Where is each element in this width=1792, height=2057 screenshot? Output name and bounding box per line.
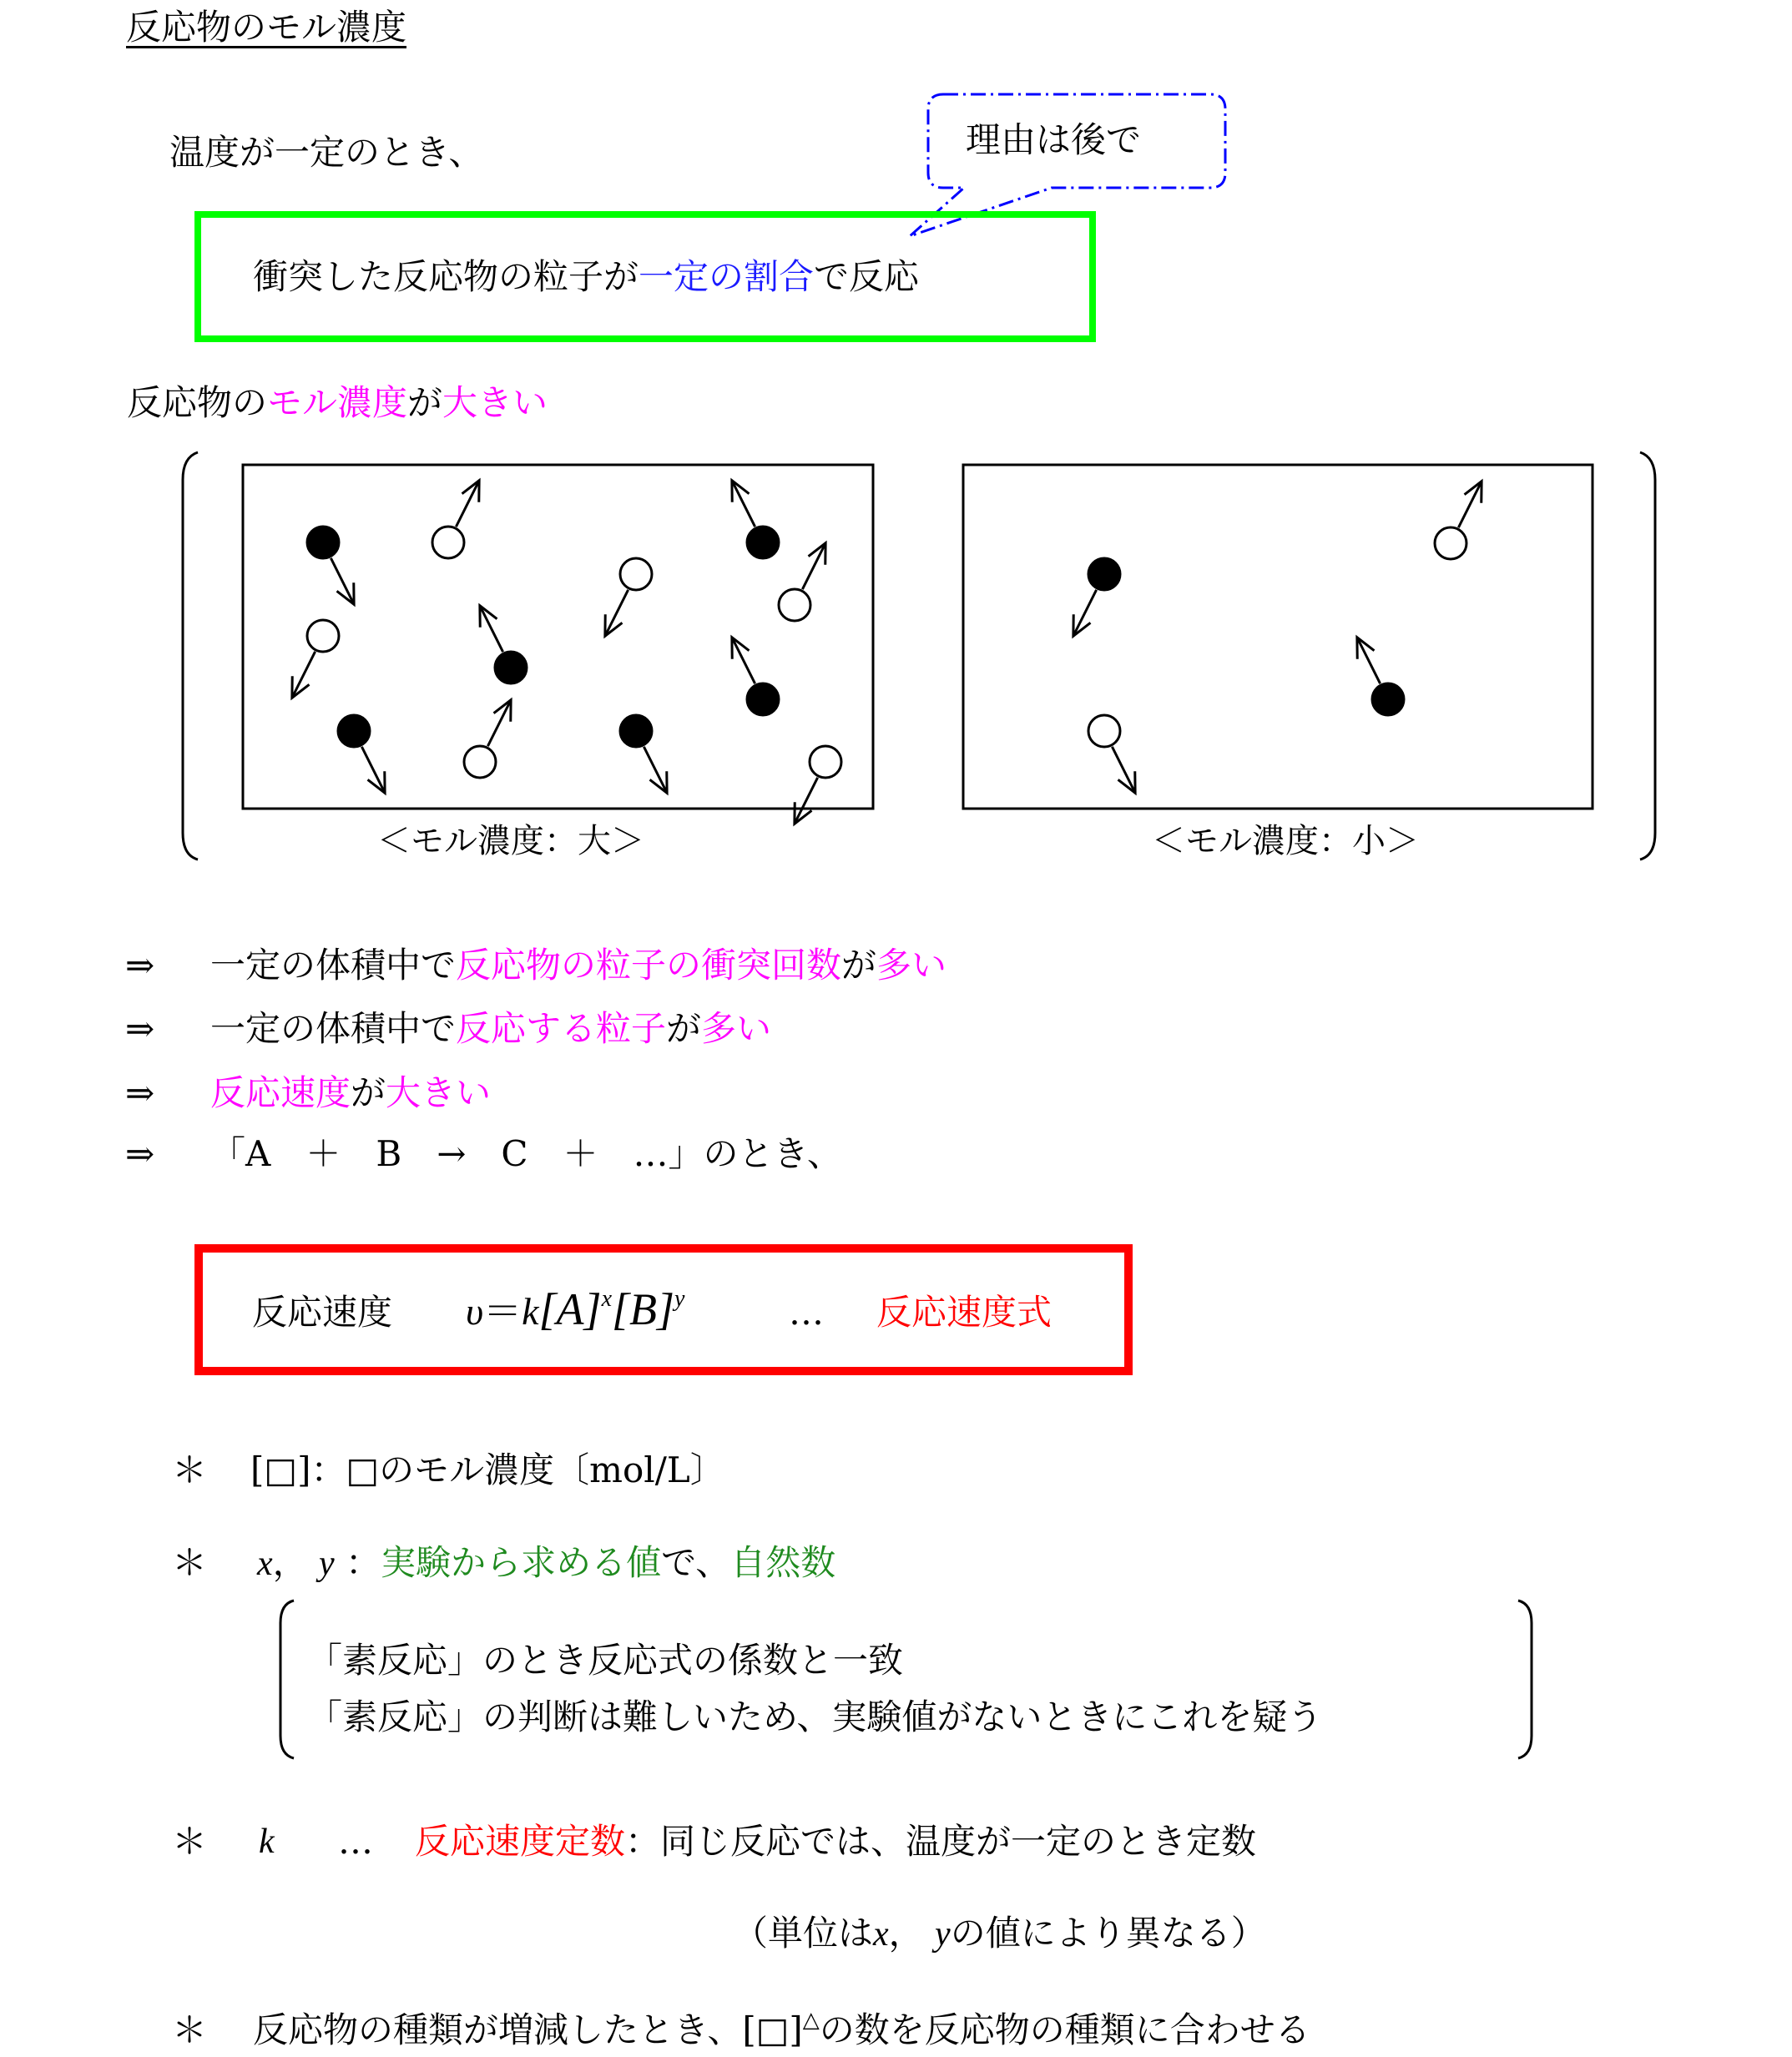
filled-particle [495, 652, 527, 683]
panel-high-label: ＜モル濃度：大＞ [377, 822, 644, 860]
open-particle [307, 620, 339, 652]
implication-segment: 一定の体積中で [210, 945, 457, 986]
unit-close: の値により異なる） [950, 1913, 1266, 1954]
implication-segment: が [841, 945, 877, 986]
note-bullet-1: ＊ [172, 1449, 208, 1490]
implication-segment: 多い [701, 1008, 772, 1049]
motion-arrow [1073, 590, 1097, 636]
xy-sub-2: 「素反応」の判断は難しいため、実験値がないときにこれを疑う [307, 1697, 1323, 1737]
filled-particle [620, 715, 652, 747]
open-particle [779, 589, 810, 621]
particle [1435, 481, 1482, 559]
xy-sub-1: 「素反応」のとき反応式の係数と一致 [307, 1640, 904, 1681]
k-dots: … [338, 1821, 373, 1862]
motion-arrow [1112, 747, 1135, 793]
motion-arrow [1458, 481, 1482, 527]
condition-part3: が [407, 382, 443, 423]
particle [605, 558, 652, 636]
open-particle [1088, 715, 1120, 747]
particle [307, 527, 354, 604]
rate-k: k [522, 1290, 539, 1333]
implication-segment: 「A ＋ B → C ＋ …」のとき、 [210, 1133, 842, 1174]
xy-x: x [257, 1545, 273, 1583]
principle-after: で反応 [814, 256, 920, 297]
k-symbol: k [259, 1823, 275, 1861]
xy-green1: 実験から求める値 [381, 1542, 662, 1583]
motion-arrow [1357, 638, 1381, 683]
motion-arrow [331, 558, 354, 604]
rate-x: x [601, 1286, 612, 1312]
implication-line [210, 1008, 771, 1050]
panel-low-label: ＜モル濃度：小＞ [1152, 822, 1419, 860]
note-k-unit [733, 1913, 1266, 1955]
motion-arrow [605, 590, 628, 636]
xy-sep: ： [346, 1542, 381, 1583]
xy-comma: ， [272, 1542, 308, 1583]
motion-arrow [292, 652, 315, 698]
k-red: 反応速度定数 [415, 1821, 626, 1862]
note-xy [257, 1542, 835, 1585]
last-after: の数を反応物の種類に合わせる [819, 2009, 1310, 2050]
particle [779, 543, 825, 621]
principle-before: 衝突した反応物の粒子が [253, 256, 639, 297]
particles-low [1073, 481, 1482, 793]
rate-v: υ [466, 1290, 484, 1333]
unit-comma: ， [888, 1913, 924, 1954]
condition-line [127, 382, 548, 424]
particles-high [292, 481, 841, 824]
particle [795, 746, 841, 824]
unit-x: x [873, 1915, 889, 1954]
motion-arrow [487, 700, 511, 746]
particle [732, 638, 779, 715]
open-particle [432, 527, 464, 558]
implication-segment: 多い [876, 945, 947, 986]
note-bullet-3: ＊ [172, 1821, 208, 1862]
principle-highlight: 一定の割合 [639, 256, 815, 297]
implication-line [210, 945, 946, 986]
conc-term: [□] [250, 1449, 311, 1490]
unit-y: y [935, 1915, 951, 1954]
implication-segment: 反応速度 [210, 1072, 351, 1113]
note-bullet-4: ＊ [172, 2009, 208, 2050]
xy-mid: で、 [661, 1542, 731, 1583]
implication-segment: 一定の体積中で [210, 1008, 457, 1049]
particle [732, 481, 779, 558]
open-particle [620, 558, 652, 590]
open-particle [464, 746, 496, 778]
intro-text: 温度が一定のとき、 [169, 132, 484, 173]
motion-arrow [480, 606, 503, 652]
particle [1357, 638, 1404, 715]
condition-part1: 反応物の [127, 382, 268, 423]
filled-particle [338, 715, 370, 747]
note-k [415, 1821, 1256, 1863]
particle [292, 620, 339, 698]
motion-arrow [802, 543, 825, 589]
rate-law-dots: … [789, 1292, 824, 1333]
filled-particle [747, 527, 779, 558]
conc-sep: ： [310, 1449, 346, 1490]
note-bullet-2: ＊ [172, 1542, 208, 1583]
rate-law-formula [466, 1284, 685, 1339]
condition-part4: 大きい [442, 382, 548, 423]
rate-A: [A] [538, 1284, 602, 1334]
xy-y: y [319, 1545, 335, 1583]
implication-segment: 大きい [386, 1072, 492, 1113]
motion-arrow [456, 481, 479, 527]
panel-low-concentration [963, 465, 1593, 809]
implication-arrow: ⇒ [125, 1072, 155, 1113]
rate-eq: ＝ [483, 1290, 522, 1333]
motion-arrow [732, 638, 755, 683]
rate-law-label: 反応速度 [252, 1292, 393, 1333]
open-particle [810, 746, 841, 778]
implication-segment: が [351, 1072, 386, 1113]
last-before: 反応物の種類が増減したとき、[□] [253, 2009, 803, 2050]
unit-open: （単位は [733, 1913, 874, 1954]
implication-segment: 反応物の粒子の衝突回数 [456, 945, 842, 986]
k-rest: ：同じ反応では、温度が一定のとき定数 [625, 1821, 1257, 1862]
particle [338, 715, 385, 793]
particle [620, 715, 667, 793]
implication-arrow: ⇒ [125, 1133, 155, 1174]
rate-law-name: 反応速度式 [876, 1292, 1052, 1333]
particle [1073, 558, 1120, 636]
filled-particle [747, 683, 779, 715]
principle-text [253, 256, 919, 298]
particle [464, 700, 511, 778]
filled-particle [1372, 683, 1404, 715]
motion-arrow [644, 747, 667, 793]
page-title: 反応物のモル濃度 [126, 7, 407, 48]
condition-part2: モル濃度 [267, 382, 408, 423]
rate-B: [B] [612, 1284, 675, 1334]
motion-arrow [732, 481, 755, 527]
conc-desc: □のモル濃度〔mol/L〕 [346, 1449, 725, 1490]
motion-arrow [361, 747, 385, 793]
left-bracket [183, 452, 198, 860]
right-bracket [1640, 452, 1655, 860]
implication-arrow: ⇒ [125, 945, 155, 986]
note-right-bracket [1518, 1601, 1532, 1758]
xy-green2: 自然数 [730, 1542, 836, 1583]
particle [1088, 715, 1135, 793]
implication-segment: が [666, 1008, 702, 1049]
note-left-bracket [280, 1601, 294, 1758]
rate-y: y [674, 1286, 685, 1312]
implication-segment: 反応する粒子 [456, 1008, 667, 1049]
note-conc [250, 1449, 725, 1491]
filled-particle [307, 527, 339, 558]
open-particle [1435, 527, 1466, 559]
particle [432, 481, 479, 558]
filled-particle [1088, 558, 1120, 590]
motion-arrow [795, 778, 818, 824]
implication-line [210, 1133, 842, 1175]
implication-arrow: ⇒ [125, 1008, 155, 1049]
note-last [253, 2009, 1310, 2056]
callout-text: 理由は後で [966, 119, 1142, 160]
implication-line [210, 1072, 491, 1114]
particle [480, 606, 527, 683]
last-sup: △ [802, 2008, 820, 2033]
